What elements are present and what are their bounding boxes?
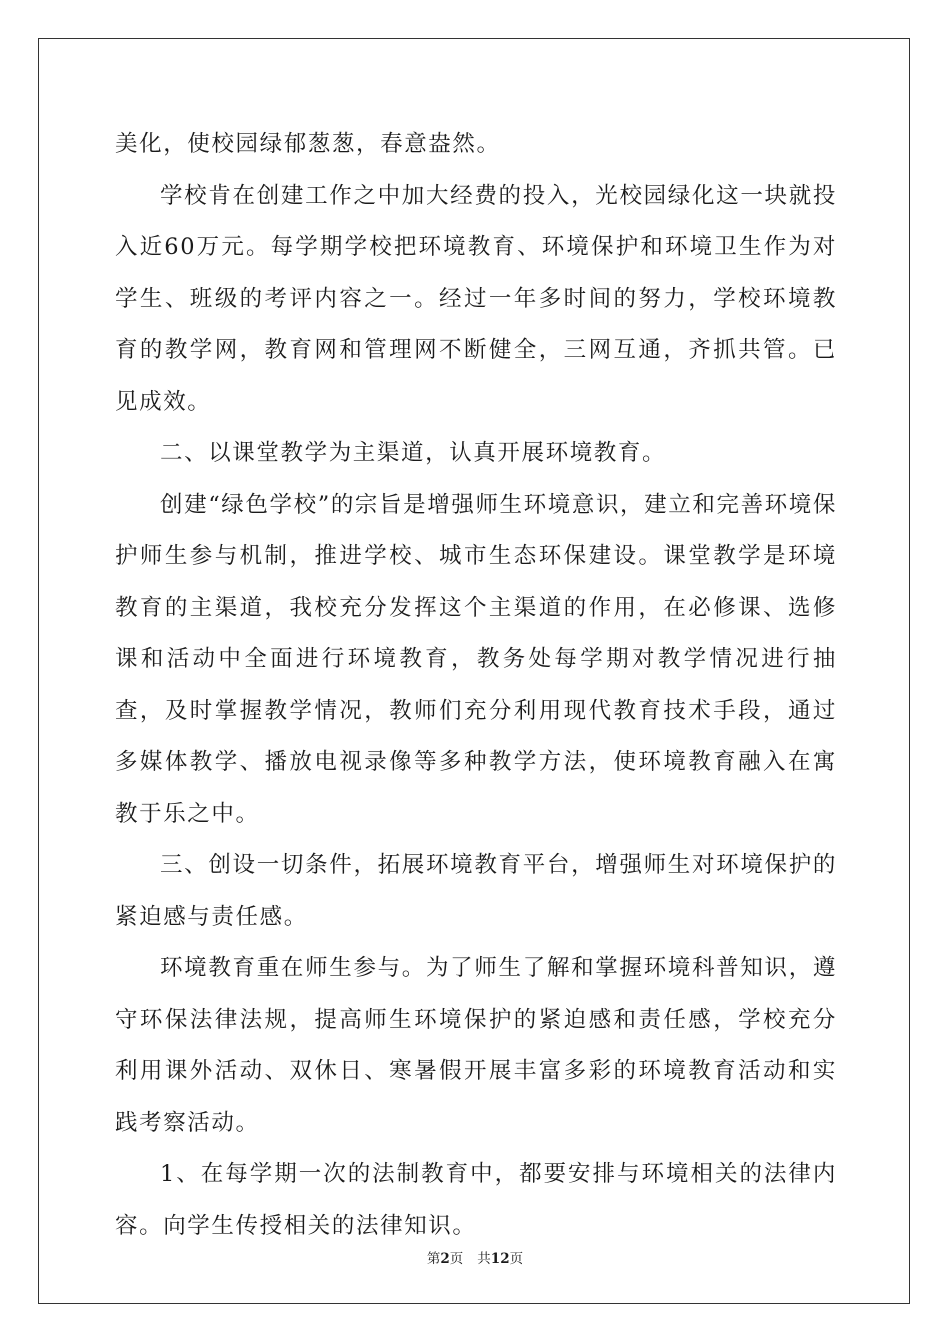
page-footer — [0, 1247, 950, 1267]
total-prefix: 共 — [477, 1251, 491, 1267]
page-number: 2 — [440, 1251, 450, 1267]
section-heading-3: 三、创设一切条件，拓展环境教育平台，增强师生对环境保护的紧迫感与责任感。 — [115, 852, 837, 930]
total-pages: 12 — [490, 1251, 510, 1267]
page-prefix: 第 — [426, 1251, 441, 1267]
document-body — [115, 119, 837, 1252]
page-suffix: 页 — [449, 1251, 464, 1267]
section-heading-2: 二、以课堂教学为主渠道，认真开展环境教育。 — [160, 440, 667, 466]
paragraph-4: 创建“绿色学校”的宗旨是增强师生环境意识，建立和完善环境保护师生参与机制，推进学校、城市生态环保建设。课堂教学是环境教育的主渠道，我校充分发挥这个主渠道的作用，在必修课、选修课和活动中全面进行环境教育，教务处每学期对教学情况进行抽查，及时掌握教学情况，教师们充分利用现代教育技术手段，通过多媒体教学、播放电视录像等多种教学方法，使环境教育融入在寓教于乐之中。 — [115, 491, 837, 827]
paragraph-2: 学校肯在创建工作之中加大经费的投入，光校园绿化这一块就投入近60万元。每学期学校把环境教育、环境保护和环境卫生作为对学生、班级的考评内容之一。经过一年多时间的努力，学校环境教育的教学网，教育网和管理网不断健全，三网互通，齐抓共管。已见成效。 — [115, 182, 837, 415]
paragraph-6: 环境教育重在师生参与。为了师生了解和掌握环境科普知识，遵守环保法律法规，提高师生环境保护的紧迫感和责任感，学校充分利用课外活动、双休日、寒暑假开展丰富多彩的环境教育活动和实践考察活动。 — [115, 955, 837, 1136]
paragraph-1: 美化，使校园绿郁葱葱，春意盎然。 — [115, 131, 501, 157]
total-suffix: 页 — [509, 1251, 524, 1267]
paragraph-7: 1、在每学期一次的法制教育中，都要安排与环境相关的法律内容。向学生传授相关的法律知识。 — [115, 1161, 837, 1239]
